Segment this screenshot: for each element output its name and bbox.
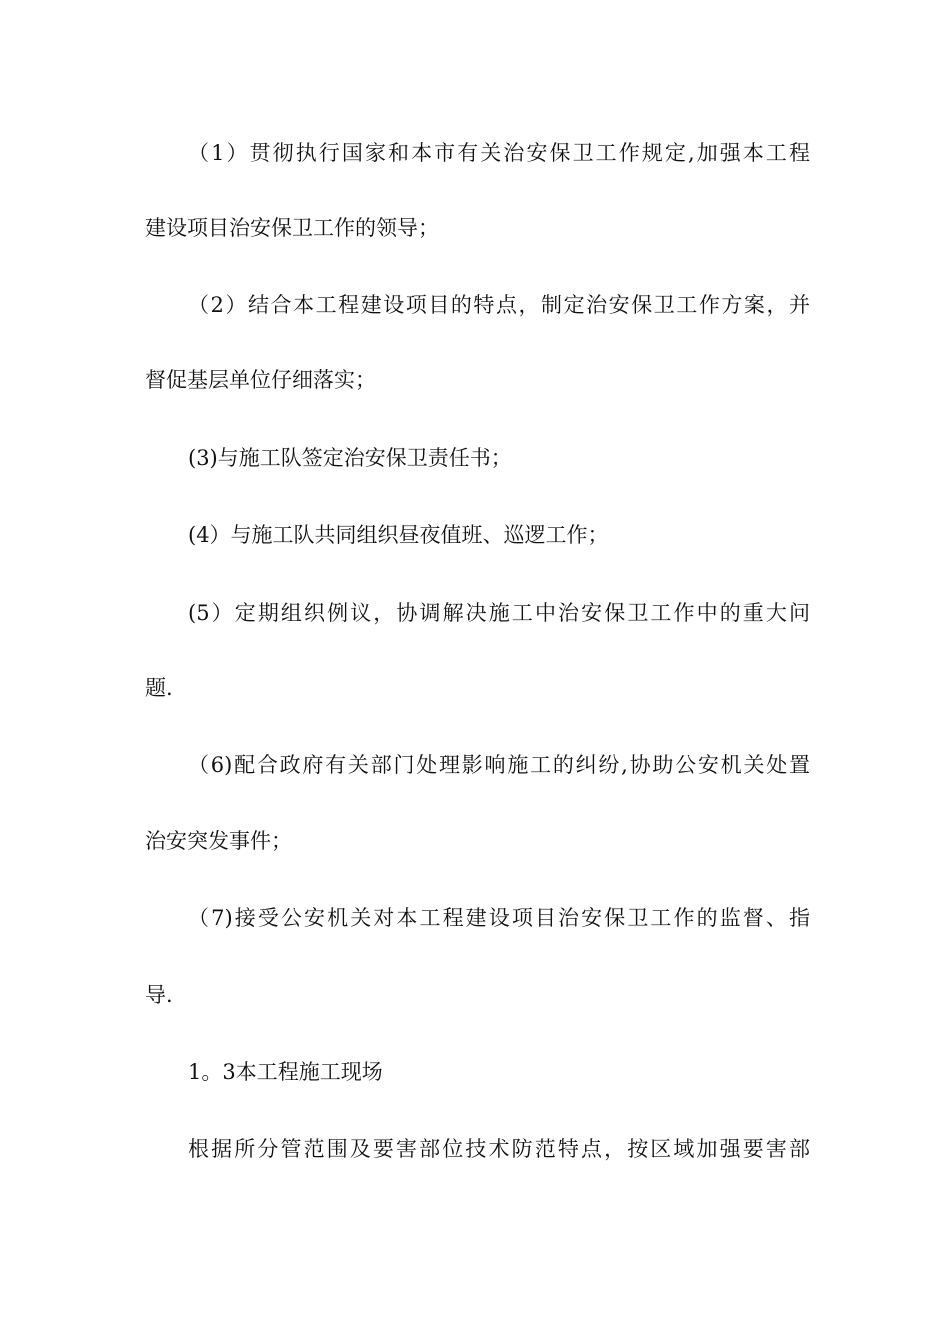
paragraph-5-line-2: 题. — [145, 676, 173, 700]
paragraph-7-line-2: 导. — [145, 983, 173, 1007]
section-heading-1-3: 1。3本工程施工现场 — [188, 1060, 383, 1084]
paragraph-2-line-1: （2）结合本工程建设项目的特点，制定治安保卫工作方案，并 — [188, 293, 810, 317]
paragraph-7-line-1: （7)接受公安机关对本工程建设项目治安保卫工作的监督、指 — [188, 906, 810, 930]
paragraph-5-line-1: (5）定期组织例议，协调解决施工中治安保卫工作中的重大问 — [188, 601, 810, 625]
paragraph-1-line-1: （1）贯彻执行国家和本市有关治安保卫工作规定,加强本工程 — [188, 141, 810, 165]
paragraph-6-line-1: （6)配合政府有关部门处理影响施工的纠纷,协助公安机关处置 — [188, 753, 810, 777]
paragraph-2-line-2: 督促基层单位仔细落实； — [145, 368, 376, 392]
paragraph-8-line-1: 根据所分管范围及要害部位技术防范特点，按区域加强要害部 — [188, 1137, 810, 1161]
paragraph-1-line-2: 建设项目治安保卫工作的领导； — [145, 216, 439, 240]
paragraph-6-line-2: 治安突发事件； — [145, 829, 292, 853]
paragraph-4-line-1: (4）与施工队共同组织昼夜值班、巡逻工作； — [188, 523, 609, 547]
paragraph-3-line-1: (3)与施工队签定治安保卫责任书； — [188, 446, 512, 470]
